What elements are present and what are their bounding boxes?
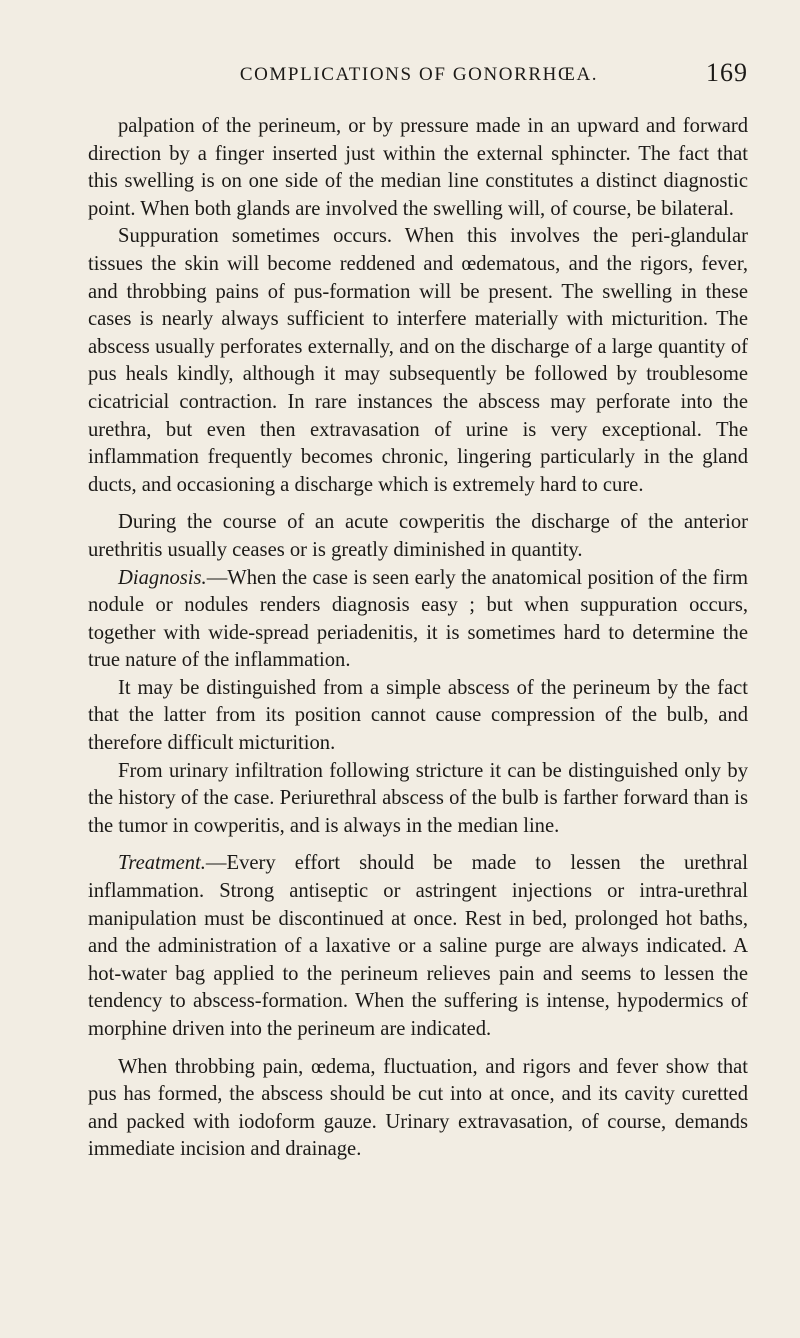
paragraph-lead: Diagnosis. [118,566,207,589]
paragraph [88,758,748,841]
running-head: COMPLICATIONS OF GONORRHŒA. [239,64,599,85]
paragraph-text: It may be distinguished from a simple abscess of the perineum by the fact that the latter from its position cannot cause compression of the bulb, and therefore difficult micturition. [88,676,748,755]
paragraph-text: From urinary infiltration following stricture it can be distinguished only by the history of the case. Periurethral abscess of the bulb is farther forward than is the tumor in cowperitis, and is always in the median line. [88,759,748,837]
paragraph-lead: Treatment. [118,852,206,875]
paragraph-treatment [88,850,748,1043]
paragraph [88,113,748,223]
paragraph-diagnosis [88,565,748,675]
page-number: 169 [706,58,748,87]
paragraph-text: When throbbing pain, œdema, fluctuation, and rigors and fever show that pus has formed, the abscess should be cut into at once, and its cavity curetted and packed with iodoform gauze. Urinary extravasation, of course, demands immediate incision and drainage. [88,1055,748,1161]
paragraph-text: Suppuration sometimes occurs. When this involves the peri-glandular tissues the skin will become reddened and œdematous, and the rigors, fever, and throbbing pains of pus-formation will be present. The swelling in these cases is nearly always sufficient to interfere materially with micturition. The abscess usually perforates externally, and on the discharge of a large quantity of pus heals kindly, although it may subsequently be followed by troublesome cicatricial contraction. In rare instances the abscess may perforate into the urethra, but even then extravasation of urine is very exceptional. The inflammation frequently becomes chronic, lingering particularly in the gland ducts, and occasioning a discharge which is extremely hard to cure. [88,225,748,496]
body-text [88,113,748,1164]
paragraph [88,509,748,564]
page-header [90,58,748,98]
paragraph [88,223,748,499]
paragraph-text: During the course of an acute cowperitis the discharge of the anterior urethritis usually ceases or is greatly diminished in quantity. [88,511,748,561]
paragraph [88,675,748,758]
paragraph [88,1054,748,1164]
paragraph-text: —Every effort should be made to lessen the urethral inflammation. Strong antiseptic or astringent injections or intra-urethral manipulation must be discontinued at once. Rest in bed, prolonged hot baths, and the administration of a laxative or a saline purge are always indicated. A hot-water bag applied to the perineum relieves pain and seems to lessen the tendency to abscess-formation. When the suffering is intense, hypodermics of morphine driven into the perineum are indicated. [88,852,748,1040]
paragraph-text: —When the case is seen early the anatomical position of the firm nodule or nodules renders diagnosis easy ; but when suppuration occurs, together with wide-spread periadenitis, it is sometimes hard to determine the true nature of the inflammation. [88,566,748,672]
paragraph-text: palpation of the perineum, or by pressure made in an upward and forward direction by a finger inserted just within the external sphincter. The fact that this swelling is on one side of the median line constitutes a distinct diagnostic point. When both glands are involved the swelling will, of course, be bilateral. [88,115,748,220]
